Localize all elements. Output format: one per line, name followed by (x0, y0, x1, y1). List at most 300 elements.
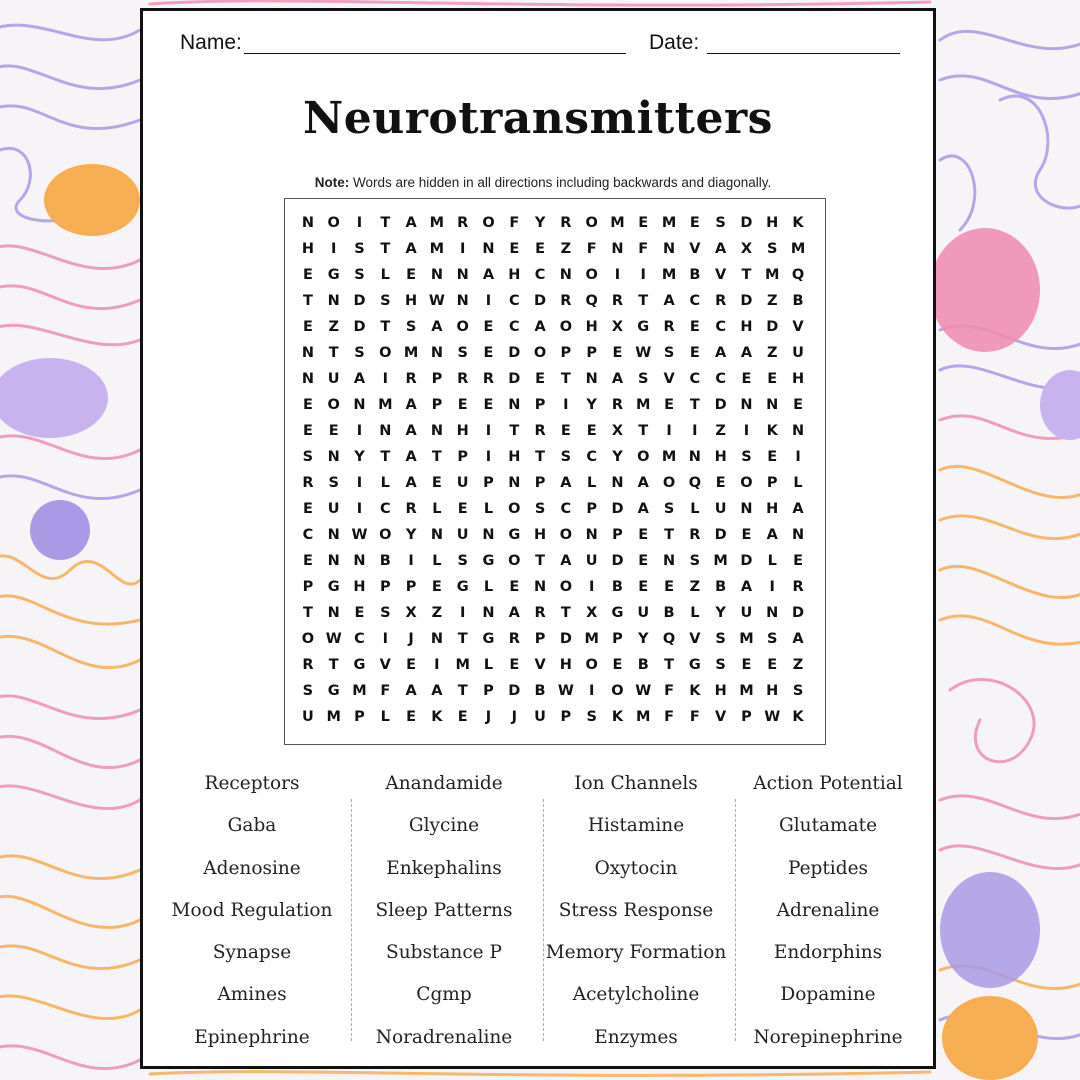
grid-letter: E (638, 579, 649, 595)
grid-letter: D (534, 293, 547, 309)
grid-letter: O (327, 215, 340, 231)
grid-letter: M (636, 709, 651, 725)
grid-letter: M (636, 397, 651, 413)
grid-letter: U (714, 501, 727, 517)
word-item: Adrenaline (776, 899, 880, 921)
grid-letter: E (406, 267, 417, 283)
word-item: Gaba (227, 815, 277, 837)
word-item: Cgmp (416, 984, 472, 1006)
grid-letter: G (611, 605, 624, 621)
grid-letter: A (663, 293, 675, 309)
grid-letter: X (611, 319, 624, 335)
grid-letter: T (560, 605, 571, 621)
grid-letter: L (690, 501, 700, 517)
word-search-grid-box (284, 198, 826, 745)
grid-letter: N (740, 501, 753, 517)
grid-letter: O (301, 631, 315, 647)
grid-row (295, 626, 811, 652)
grid-letter: N (508, 397, 521, 413)
grid-letter: S (302, 683, 314, 699)
grid-letter: F (689, 709, 700, 725)
grid-letter: W (325, 631, 342, 647)
grid-letter: P (534, 397, 546, 413)
grid-letter: G (327, 579, 340, 595)
grid-letter: A (353, 371, 366, 387)
grid-letter: D (714, 397, 727, 413)
grid-letter: M (378, 397, 393, 413)
grid-row (295, 678, 811, 704)
grid-letter: A (405, 241, 417, 257)
grid-letter: X (611, 423, 624, 439)
grid-letter: U (637, 605, 650, 621)
word-item: Substance P (386, 942, 502, 964)
grid-letter: T (689, 397, 700, 413)
grid-letter: O (585, 215, 598, 231)
grid-letter: R (482, 371, 495, 387)
grid-letter: P (612, 631, 623, 647)
grid-letter: E (793, 553, 803, 569)
grid-letter: M (429, 241, 445, 257)
grid-letter: D (740, 293, 753, 309)
grid-letter: I (563, 397, 569, 413)
grid-letter: D (353, 319, 366, 335)
grid-letter: A (792, 631, 804, 647)
grid-letter: V (715, 709, 727, 725)
grid-letter: Y (638, 631, 649, 647)
grid-letter: S (767, 241, 778, 257)
grid-letter: O (662, 475, 676, 491)
grid-letter: A (560, 475, 572, 491)
grid-letter: H (791, 371, 805, 387)
grid-letter: K (792, 215, 804, 231)
grid-letter: U (456, 475, 469, 491)
grid-letter: L (690, 605, 700, 621)
grid-letter: S (715, 215, 726, 231)
grid-letter: I (434, 657, 440, 673)
grid-row (295, 262, 811, 288)
grid-letter: H (456, 423, 469, 439)
grid-letter: T (664, 527, 674, 543)
grid-letter: T (457, 683, 468, 699)
word-item: Enzymes (594, 1026, 678, 1048)
grid-letter: T (535, 553, 546, 569)
grid-letter: U (456, 527, 469, 543)
grid-letter: R (457, 215, 469, 231)
grid-letter: S (715, 657, 726, 673)
grid-letter: L (380, 475, 390, 491)
grid-letter: E (560, 423, 571, 439)
grid-letter: W (351, 527, 368, 543)
grid-letter: R (405, 371, 417, 387)
grid-letter: N (327, 449, 340, 465)
word-item: Adenosine (203, 857, 301, 879)
grid-letter: Z (715, 423, 726, 439)
grid-letter: P (354, 709, 365, 725)
grid-row (295, 236, 811, 262)
grid-letter: N (585, 527, 598, 543)
grid-letter: T (509, 423, 520, 439)
grid-letter: N (482, 605, 495, 621)
grid-letter: Y (715, 605, 726, 621)
grid-letter: E (767, 657, 778, 673)
grid-letter: R (302, 475, 314, 491)
date-label: Date: (649, 31, 700, 54)
grid-letter: R (560, 293, 572, 309)
grid-letter: H (301, 241, 314, 257)
grid-letter: O (533, 345, 547, 361)
grid-letter: D (508, 371, 521, 387)
grid-letter: K (611, 709, 624, 725)
grid-letter: H (766, 215, 779, 231)
grid-letter: O (740, 475, 753, 491)
grid-letter: F (586, 241, 597, 257)
grid-letter: I (743, 423, 750, 439)
grid-letter: M (403, 345, 419, 361)
grid-letter: T (664, 657, 674, 673)
grid-letter: E (302, 423, 313, 439)
grid-letter: P (431, 371, 443, 387)
grid-letter: P (405, 579, 417, 595)
grid-letter: B (611, 579, 623, 595)
grid-letter: N (327, 293, 340, 309)
grid-letter: E (689, 319, 700, 335)
grid-letter: P (483, 475, 494, 491)
grid-letter: W (557, 683, 574, 699)
grid-letter: N (482, 241, 495, 257)
grid-letter: V (379, 657, 391, 673)
grid-letter: C (689, 293, 701, 309)
grid-letter: S (638, 371, 649, 387)
grid-letter: O (585, 657, 598, 673)
grid-letter: S (457, 345, 468, 361)
grid-letter: O (611, 683, 624, 699)
grid-letter: E (767, 449, 778, 465)
grid-letter: E (689, 345, 700, 361)
grid-letter: Y (405, 527, 417, 543)
grid-letter: E (664, 579, 674, 595)
grid-letter: A (431, 683, 443, 699)
grid-letter: A (405, 683, 417, 699)
grid-letter: R (508, 631, 520, 647)
grid-letter: B (379, 553, 391, 569)
grid-letter: E (586, 423, 597, 439)
grid-letter: Y (612, 449, 623, 465)
grid-letter: O (559, 527, 573, 543)
grid-letter: E (612, 657, 623, 673)
grid-letter: S (354, 267, 365, 283)
grid-letter: N (301, 345, 314, 361)
grid-letter: M (661, 215, 677, 231)
grid-letter: H (405, 293, 418, 309)
grid-letter: M (429, 215, 445, 231)
grid-letter: O (456, 319, 469, 335)
grid-letter: Q (688, 475, 702, 491)
grid-letter: Z (792, 657, 804, 673)
grid-letter: D (766, 319, 779, 335)
grid-letter: E (638, 553, 649, 569)
grid-letter: G (637, 319, 650, 335)
grid-letter: F (509, 215, 520, 231)
grid-letter: J (485, 709, 492, 725)
grid-letter: D (353, 293, 366, 309)
grid-letter: V (663, 371, 675, 387)
grid-letter: P (483, 683, 494, 699)
grid-letter: G (327, 683, 340, 699)
grid-letter: S (380, 605, 391, 621)
grid-letter: P (560, 345, 572, 361)
grid-letter: O (379, 345, 392, 361)
grid-letter: Y (534, 215, 546, 231)
grid-letter: G (327, 267, 340, 283)
word-item: Mood Regulation (171, 899, 333, 921)
grid-letter: S (354, 241, 365, 257)
grid-letter: R (715, 293, 727, 309)
grid-letter: P (766, 475, 778, 491)
grid-letter: N (791, 527, 805, 543)
grid-letter: X (740, 241, 753, 257)
grid-letter: R (663, 319, 675, 335)
grid-letter: F (664, 709, 674, 725)
grid-letter: M (584, 631, 599, 647)
grid-letter: V (534, 657, 546, 673)
grid-letter: V (715, 267, 727, 283)
grid-letter: L (380, 709, 390, 725)
grid-letter: T (328, 345, 339, 361)
grid-letter: A (740, 345, 753, 361)
grid-letter: J (511, 709, 517, 725)
word-item: Sleep Patterns (375, 899, 513, 921)
grid-letter: G (456, 579, 469, 595)
grid-letter: N (791, 423, 805, 439)
word-item: Peptides (787, 857, 869, 879)
grid-letter: I (356, 501, 363, 517)
grid-letter: T (638, 293, 649, 309)
grid-letter: A (431, 319, 443, 335)
grid-letter: E (509, 657, 520, 673)
word-item: Noradrenaline (375, 1026, 513, 1048)
grid-letter: A (715, 241, 727, 257)
grid-letter: K (431, 709, 443, 725)
grid-letter: N (662, 241, 676, 257)
grid-letter: R (302, 657, 314, 673)
grid-letter: E (509, 241, 520, 257)
grid-letter: M (326, 709, 341, 725)
grid-letter: W (428, 293, 445, 309)
grid-letter: D (740, 553, 753, 569)
grid-letter: L (767, 553, 777, 569)
grid-letter: L (432, 501, 442, 517)
grid-letter: I (485, 423, 492, 439)
grid-letter: A (405, 397, 417, 413)
grid-letter: A (482, 267, 495, 283)
grid-letter: L (432, 553, 442, 569)
note-bold-label: Note: (314, 175, 350, 190)
word-column (349, 769, 539, 1065)
grid-letter: R (611, 293, 624, 309)
grid-letter: E (302, 397, 313, 413)
grid-letter: A (637, 501, 649, 517)
grid-letter: O (508, 553, 521, 569)
grid-letter: A (534, 319, 546, 335)
grid-letter: H (534, 527, 547, 543)
word-item: Anandamide (385, 773, 503, 794)
grid-letter: N (301, 215, 314, 231)
grid-letter: N (353, 397, 366, 413)
grid-letter: T (380, 449, 391, 465)
grid-letter: L (587, 475, 597, 491)
grid-letter: T (741, 267, 752, 283)
grid-letter: G (482, 631, 495, 647)
grid-letter: P (612, 527, 623, 543)
grid-letter: Z (689, 579, 701, 595)
grid-letter: T (380, 241, 391, 257)
grid-letter: N (430, 267, 443, 283)
grid-letter: C (586, 449, 597, 465)
grid-letter: C (715, 319, 726, 335)
grid-letter: Z (560, 241, 572, 257)
grid-letter: B (689, 267, 701, 283)
grid-letter: N (766, 397, 779, 413)
grid-letter: N (353, 553, 366, 569)
grid-letter: H (585, 319, 598, 335)
grid-letter: M (352, 683, 367, 699)
grid-letter: N (327, 527, 340, 543)
grid-letter: N (430, 423, 443, 439)
grid-letter: S (302, 449, 314, 465)
grid-letter: N (611, 241, 624, 257)
grid-letter: R (689, 527, 701, 543)
grid-letter: V (689, 241, 701, 257)
grid-letter: J (408, 631, 414, 647)
grid-letter: T (457, 631, 468, 647)
grid-letter: N (456, 293, 469, 309)
grid-row (295, 470, 811, 496)
grid-row (295, 652, 811, 678)
grid-letter: B (534, 683, 546, 699)
grid-letter: I (408, 553, 414, 569)
grid-letter: K (792, 709, 804, 725)
grid-letter: R (534, 605, 546, 621)
grid-letter: W (635, 683, 652, 699)
grid-letter: I (459, 605, 466, 621)
word-item: Oxytocin (594, 857, 678, 879)
grid-letter: A (405, 449, 417, 465)
grid-letter: N (327, 553, 340, 569)
grid-letter: H (714, 683, 727, 699)
word-item: Synapse (212, 942, 292, 964)
grid-letter: N (430, 631, 443, 647)
grid-letter: O (559, 579, 573, 595)
grid-letter: N (662, 553, 676, 569)
grid-letter: H (353, 579, 366, 595)
grid-letter: L (483, 501, 494, 517)
grid-letter: A (508, 605, 520, 621)
grid-letter: K (766, 423, 778, 439)
grid-letter: S (767, 631, 778, 647)
grid-letter: T (302, 605, 313, 621)
grid-letter: N (585, 371, 598, 387)
grid-letter: F (664, 683, 674, 699)
grid-letter: I (330, 241, 337, 257)
grid-letter: E (483, 345, 494, 361)
grid-letter: S (380, 293, 391, 309)
grid-letter: H (559, 657, 572, 673)
grid-letter: N (301, 371, 314, 387)
grid-letter: W (764, 709, 781, 725)
grid-letter: S (792, 683, 804, 699)
grid-letter: G (508, 527, 521, 543)
grid-letter: I (795, 449, 801, 465)
grid-letter: A (611, 371, 624, 387)
grid-letter: R (792, 579, 804, 595)
grid-letter: E (689, 215, 700, 231)
grid-letter: D (508, 683, 521, 699)
word-item: Action Potential (753, 773, 903, 794)
grid-letter: N (559, 267, 572, 283)
word-item: Amines (217, 984, 287, 1006)
grid-row (295, 522, 811, 548)
grid-row (295, 340, 811, 366)
grid-letter: B (792, 293, 804, 309)
grid-letter: N (430, 527, 443, 543)
grid-letter: Q (791, 267, 805, 283)
grid-letter: A (405, 475, 417, 491)
grid-letter: E (535, 241, 546, 257)
grid-letter: T (638, 423, 649, 439)
grid-letter: U (740, 605, 753, 621)
grid-letter: P (457, 449, 468, 465)
grid-letter: O (327, 397, 340, 413)
grid-letter: M (610, 215, 625, 231)
grid-letter: E (483, 397, 494, 413)
grid-letter: D (508, 345, 521, 361)
name-label: Name: (180, 31, 242, 54)
grid-letter: T (431, 449, 442, 465)
grid-letter: I (485, 449, 492, 465)
grid-letter: I (382, 631, 388, 647)
grid-letter: I (382, 371, 388, 387)
grid-letter: Z (431, 605, 443, 621)
grid-letter: P (586, 345, 597, 361)
date-blank-line (707, 53, 900, 54)
grid-letter: S (715, 631, 726, 647)
grid-letter: V (689, 631, 701, 647)
grid-letter: N (456, 267, 469, 283)
word-item: Histamine (587, 815, 685, 837)
grid-letter: I (666, 423, 672, 439)
grid-letter: C (354, 631, 365, 647)
grid-letter: E (302, 319, 313, 335)
grid-letter: S (560, 449, 572, 465)
grid-letter: P (302, 579, 314, 595)
grid-letter: L (483, 657, 494, 673)
grid-letter: R (534, 423, 546, 439)
word-column (541, 769, 731, 1065)
grid-letter: E (406, 657, 417, 673)
grid-letter: I (588, 683, 595, 699)
grid-letter: S (586, 709, 597, 725)
grid-letter: T (560, 371, 571, 387)
worksheet (140, 8, 936, 1069)
grid-letter: H (714, 449, 727, 465)
grid-letter: L (793, 475, 803, 491)
grid-letter: T (328, 657, 339, 673)
grid-letter: N (508, 475, 521, 491)
grid-letter: T (535, 449, 546, 465)
grid-letter: R (611, 397, 624, 413)
grid-letter: X (405, 605, 417, 621)
grid-row (295, 444, 811, 470)
